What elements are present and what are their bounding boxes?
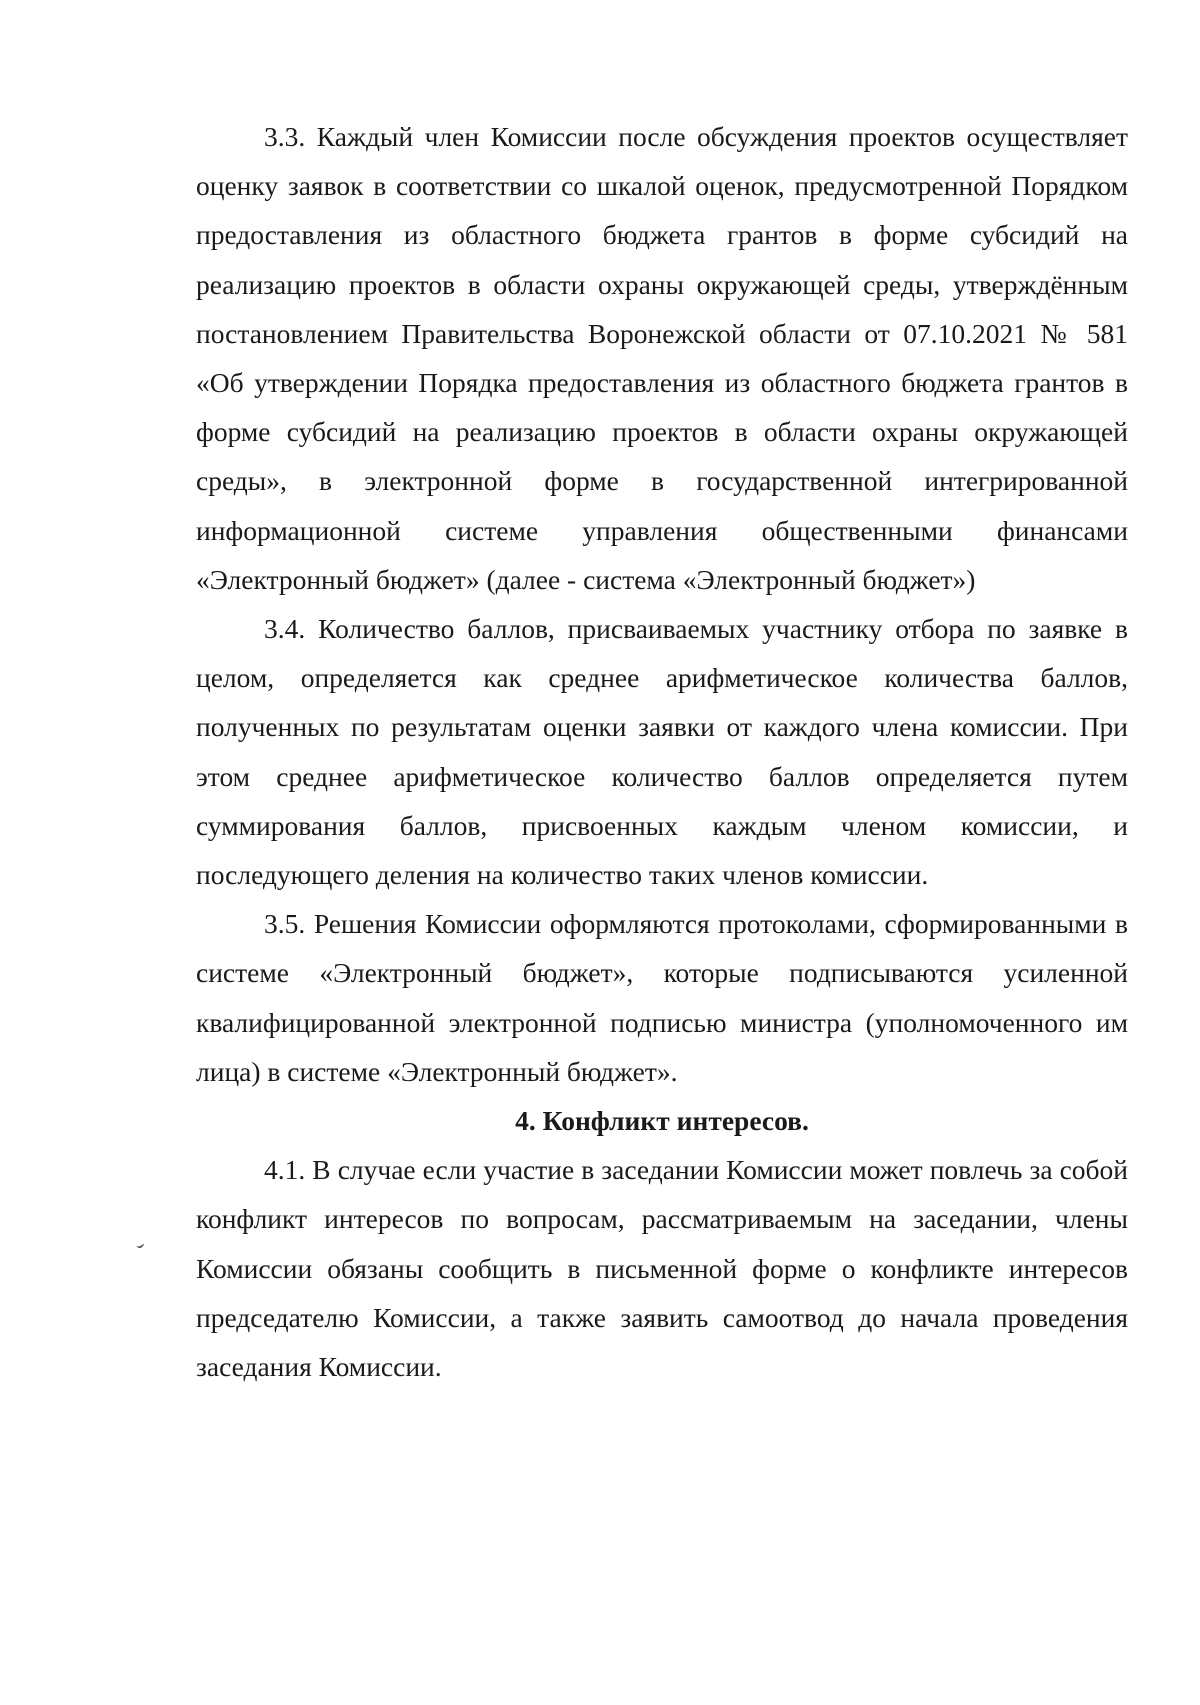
section-heading-4: 4. Конфликт интересов. bbox=[515, 1105, 809, 1137]
scan-artifact-mark bbox=[135, 1241, 145, 1249]
document-body bbox=[196, 112, 1128, 1391]
paragraph-3-3: 3.3. Каждый член Комиссии после обсуждения проектов осуществляет оценку заявок в соответствии со шкалой оценок, предусмотренной Порядком предоставления из областного бюджета грантов в форме субсидий на реализацию проектов в области охраны окружающей среды, утверждённым постановлением Правительства Воронежской области от 07.10.2021 № 581 «Об утверждении Порядка предоставления из областного бюджета грантов в форме субсидий на реализацию проектов в области охраны окружающей среды», в электронной форме в государственной интегрированной информационной системе управления общественными финансами «Электронный бюджет» (далее - система «Электронный бюджет») bbox=[196, 121, 1128, 595]
paragraph-3-4: 3.4. Количество баллов, присваиваемых участнику отбора по заявке в целом, определяется как среднее арифметическое количества баллов, полученных по результатам оценки заявки от каждого члена комиссии. При этом среднее арифметическое количество баллов определяется путем суммирования баллов, присвоенных каждым членом комиссии, и последующего деления на количество таких членов комиссии. bbox=[196, 613, 1128, 891]
paragraph-4-1: 4.1. В случае если участие в заседании Комиссии может повлечь за собой конфликт интересов по вопросам, рассматриваемым на заседании, члены Комиссии обязаны сообщить в письменной форме о конфликте интересов председателю Комиссии, а также заявить самоотвод до начала проведения заседания Комиссии. bbox=[196, 1154, 1128, 1383]
paragraph-3-5: 3.5. Решения Комиссии оформляются протоколами, сформированными в системе «Электронный бюджет», которые подписываются усиленной квалифицированной электронной подписью министра (уполномоченного им лица) в системе «Электронный бюджет». bbox=[196, 908, 1128, 1087]
